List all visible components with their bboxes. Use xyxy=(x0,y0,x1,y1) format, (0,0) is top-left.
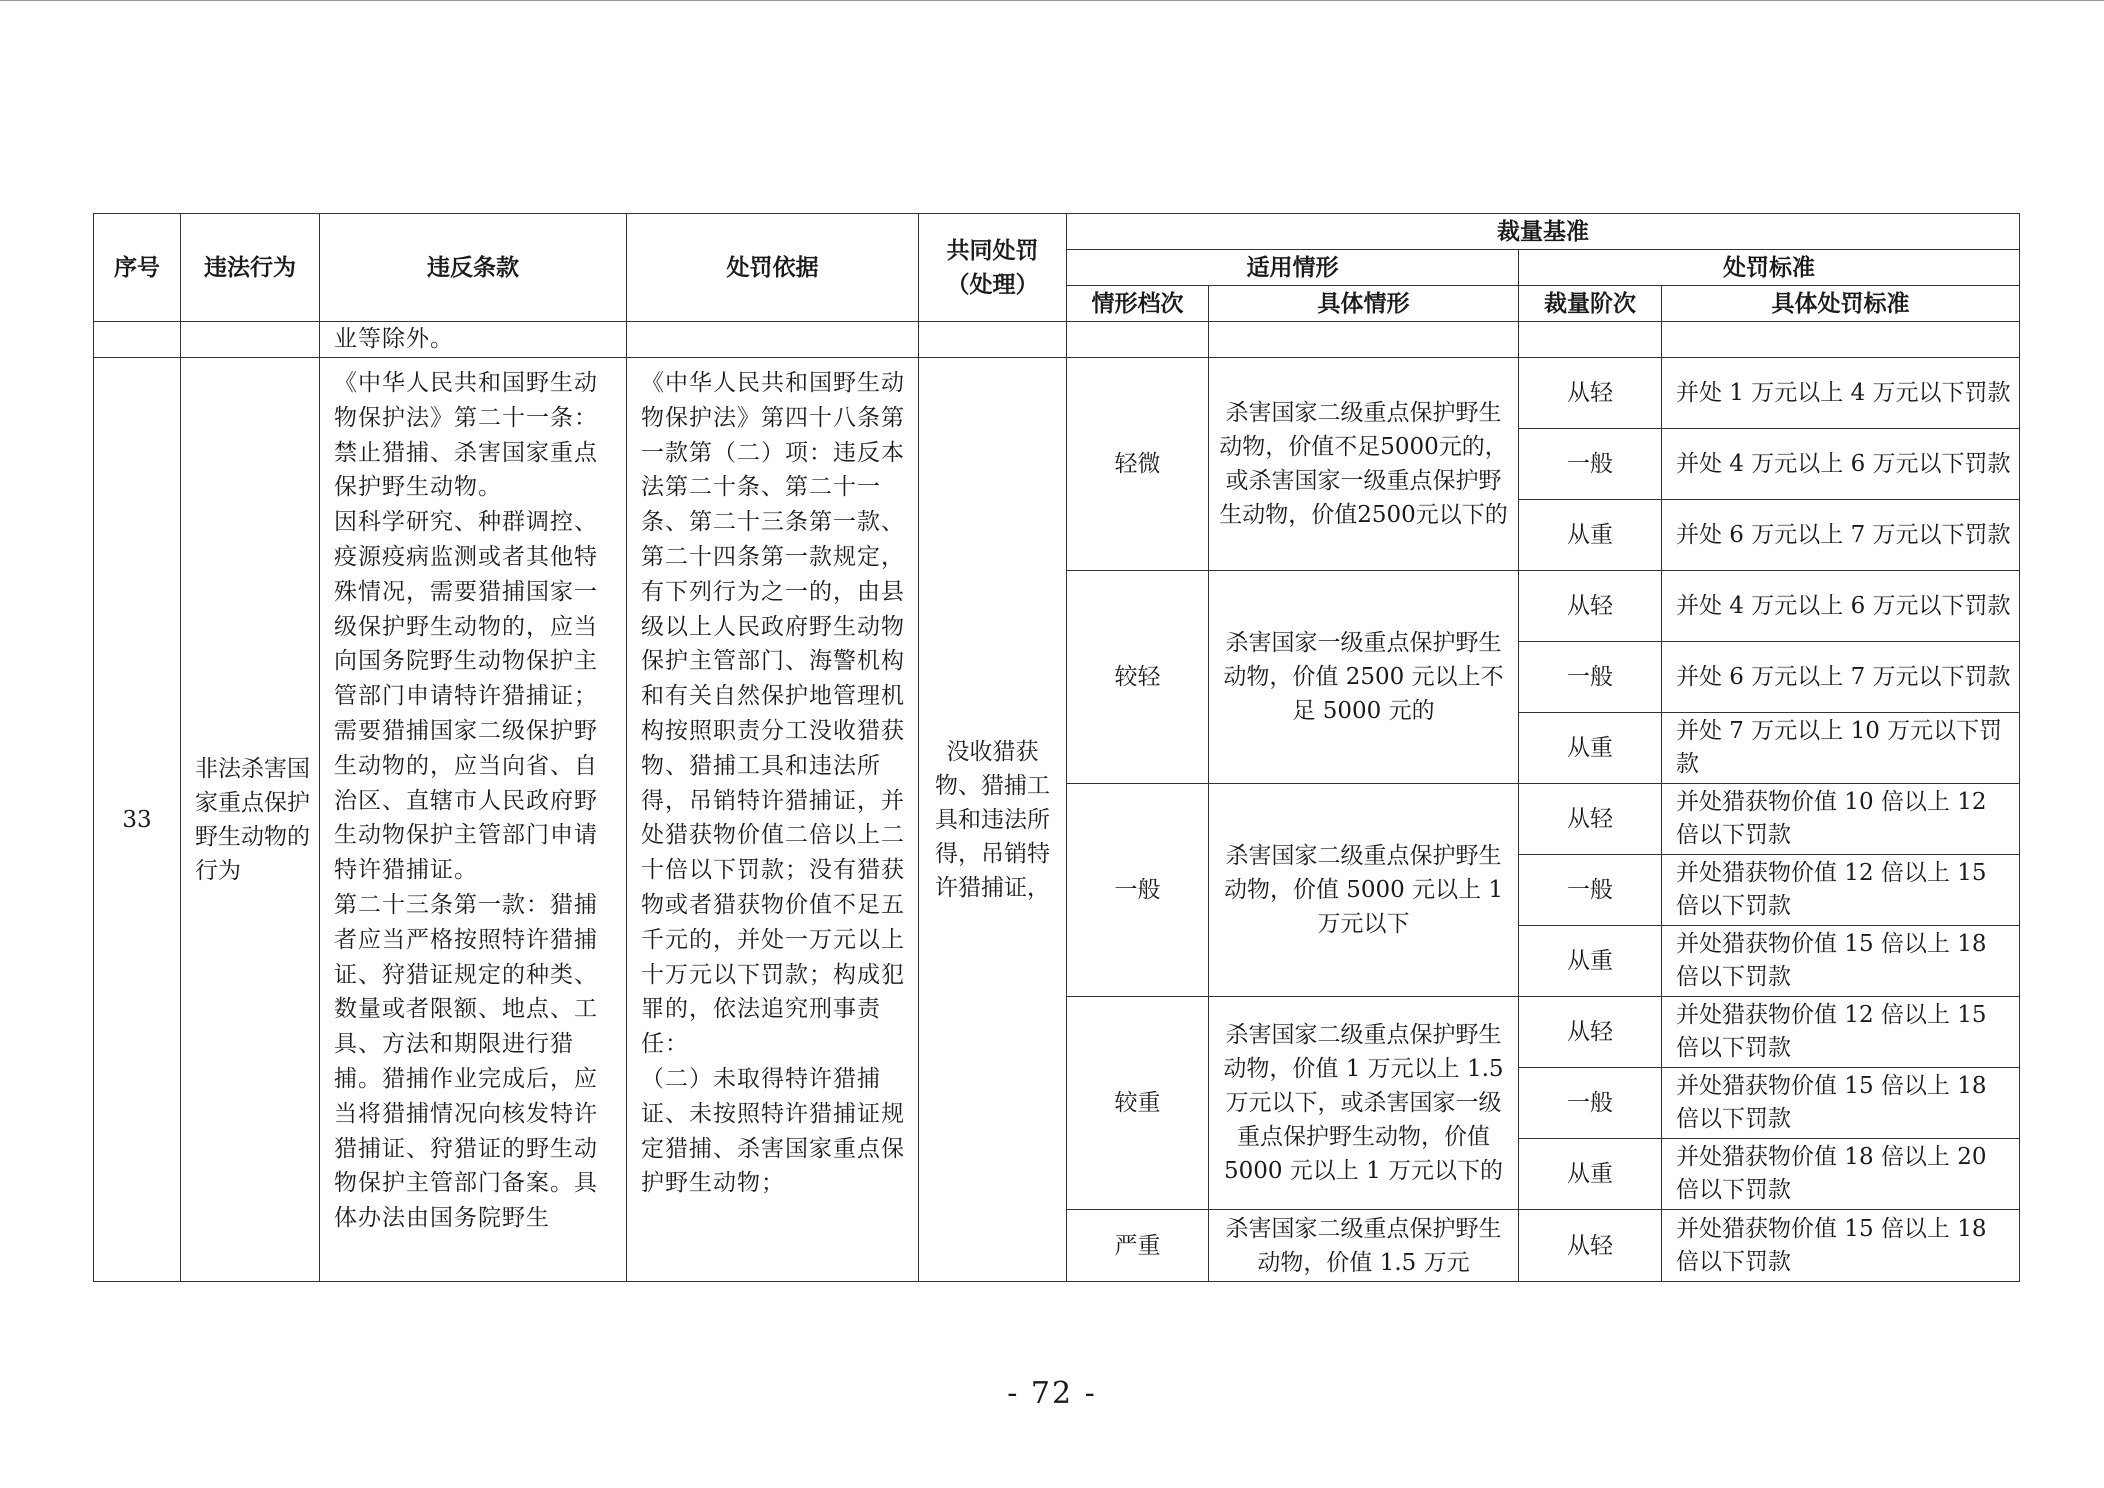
specific-penalty: 并处 4 万元以上 6 万元以下罚款 xyxy=(1662,571,2020,642)
cell-empty xyxy=(627,322,919,358)
specific-penalty: 并处猎获物价值 18 倍以上 20 倍以下罚款 xyxy=(1662,1139,2020,1210)
situation-level: 较轻 xyxy=(1067,571,1209,784)
discretion-step: 从重 xyxy=(1519,713,1662,784)
header-specific-situation: 具体情形 xyxy=(1209,286,1519,322)
carry-over-row xyxy=(94,322,2020,358)
discretion-step: 一般 xyxy=(1519,642,1662,713)
specific-penalty: 并处猎获物价值 15 倍以上 18 倍以下罚款 xyxy=(1662,926,2020,997)
discretion-step: 从轻 xyxy=(1519,784,1662,855)
discretion-step: 从轻 xyxy=(1519,997,1662,1068)
specific-penalty: 并处猎获物价值 15 倍以上 18 倍以下罚款 xyxy=(1662,1068,2020,1139)
header-violated-clause: 违反条款 xyxy=(320,214,627,322)
item-penalty-basis: 《中华人民共和国野生动物保护法》第四十八条第一款第（二）项：违反本法第二十条、第二十一条、第二十三条第一款、第二十四条第一款规定，有下列行为之一的，由县级以上人民政府野生动物保护主管部门、海警机构和有关自然保护地管理机构按照职责分工没收猎获物、猎捕工具和违法所得，吊销特许猎捕证，并处猎获物价值二倍以上二十倍以下罚款；没有猎获物或者猎获物价值不足五千元的，并处一万元以上十万元以下罚款；构成犯罪的，依法追究刑事责任： （二）未取得特许猎捕证、未按照特许猎捕证规定猎捕、杀害国家重点保护野生动物； xyxy=(627,358,919,1282)
top-border-line xyxy=(0,0,2104,1)
header-discretion-step: 裁量阶次 xyxy=(1519,286,1662,322)
table-body xyxy=(94,322,2020,1282)
item-behavior: 非法杀害国家重点保护野生动物的行为 xyxy=(181,358,320,1282)
specific-situation: 杀害国家二级重点保护野生动物，价值 1 万元以上 1.5 万元以下，或杀害国家一级重点保护野生动物，价值 5000 元以上 1 万元以下的 xyxy=(1209,997,1519,1210)
header-situation-level: 情形档次 xyxy=(1067,286,1209,322)
specific-situation: 杀害国家一级重点保护野生动物，价值 2500 元以上不足 5000 元的 xyxy=(1209,571,1519,784)
specific-situation: 杀害国家二级重点保护野生动物，价值不足5000元的，或杀害国家一级重点保护野生动物，价值2500元以下的 xyxy=(1209,358,1519,571)
cell-empty xyxy=(919,322,1067,358)
header-specific-penalty: 具体处罚标准 xyxy=(1662,286,2020,322)
cell-empty xyxy=(1662,322,2020,358)
cell-empty xyxy=(1067,322,1209,358)
table-row xyxy=(94,358,2020,429)
discretion-step: 从重 xyxy=(1519,1139,1662,1210)
header-discretion-standard: 裁量基准 xyxy=(1067,214,2020,250)
discretion-step: 一般 xyxy=(1519,1068,1662,1139)
specific-penalty: 并处猎获物价值 12 倍以上 15 倍以下罚款 xyxy=(1662,997,2020,1068)
item-violated-clause: 《中华人民共和国野生动物保护法》第二十一条：禁止猎捕、杀害国家重点保护野生动物。 因科学研究、种群调控、疫源疫病监测或者其他特殊情况，需要猎捕国家一级保护野生动物的，应当向国务院野生动物保护主管部门申请特许猎捕证；需要猎捕国家二级保护野生动物的，应当向省、自治区、直辖市人民政府野生动物保护主管部门申请特许猎捕证。 第二十三条第一款：猎捕者应当严格按照特许猎捕证、狩猎证规定的种类、数量或者限额、地点、工具、方法和期限进行猎捕。猎捕作业完成后，应当将猎捕情况向核发特许猎捕证、狩猎证的野生动物保护主管部门备案。具体办法由国务院野生 xyxy=(320,358,627,1282)
header-penalty-basis: 处罚依据 xyxy=(627,214,919,322)
specific-penalty: 并处 7 万元以上 10 万元以下罚款 xyxy=(1662,713,2020,784)
situation-level: 较重 xyxy=(1067,997,1209,1210)
item-joint-penalty: 没收猎获物、猎捕工具和违法所得，吊销特许猎捕证， xyxy=(919,358,1067,1282)
specific-penalty: 并处 6 万元以上 7 万元以下罚款 xyxy=(1662,642,2020,713)
discretion-step: 一般 xyxy=(1519,855,1662,926)
cell-empty xyxy=(1519,322,1662,358)
specific-penalty: 并处 6 万元以上 7 万元以下罚款 xyxy=(1662,500,2020,571)
header-joint-penalty: 共同处罚（处理） xyxy=(919,214,1067,322)
discretion-step: 从重 xyxy=(1519,926,1662,997)
item-seq: 33 xyxy=(94,358,181,1282)
specific-penalty: 并处猎获物价值 15 倍以上 18 倍以下罚款 xyxy=(1662,1210,2020,1282)
page-number: - 72 - xyxy=(1007,1376,1097,1411)
cell-empty xyxy=(94,322,181,358)
discretion-step: 从轻 xyxy=(1519,358,1662,429)
specific-situation: 杀害国家二级重点保护野生动物，价值 1.5 万元 xyxy=(1209,1210,1519,1282)
cell-violated-tail: 业等除外。 xyxy=(320,322,627,358)
discretion-step: 一般 xyxy=(1519,429,1662,500)
situation-level: 轻微 xyxy=(1067,358,1209,571)
specific-penalty: 并处猎获物价值 10 倍以上 12 倍以下罚款 xyxy=(1662,784,2020,855)
penalty-standard-table xyxy=(93,213,2020,1282)
cell-empty xyxy=(1209,322,1519,358)
situation-level: 严重 xyxy=(1067,1210,1209,1282)
header-penalty-standard: 处罚标准 xyxy=(1519,250,2020,286)
specific-penalty: 并处 4 万元以上 6 万元以下罚款 xyxy=(1662,429,2020,500)
discretion-step: 从轻 xyxy=(1519,571,1662,642)
specific-situation: 杀害国家二级重点保护野生动物，价值 5000 元以上 1 万元以下 xyxy=(1209,784,1519,997)
header-seq: 序号 xyxy=(94,214,181,322)
discretion-step: 从重 xyxy=(1519,500,1662,571)
discretion-step: 从轻 xyxy=(1519,1210,1662,1282)
specific-penalty: 并处猎获物价值 12 倍以上 15 倍以下罚款 xyxy=(1662,855,2020,926)
situation-level: 一般 xyxy=(1067,784,1209,997)
specific-penalty: 并处 1 万元以上 4 万元以下罚款 xyxy=(1662,358,2020,429)
cell-empty xyxy=(181,322,320,358)
header-applicable-situation: 适用情形 xyxy=(1067,250,1519,286)
header-behavior: 违法行为 xyxy=(181,214,320,322)
